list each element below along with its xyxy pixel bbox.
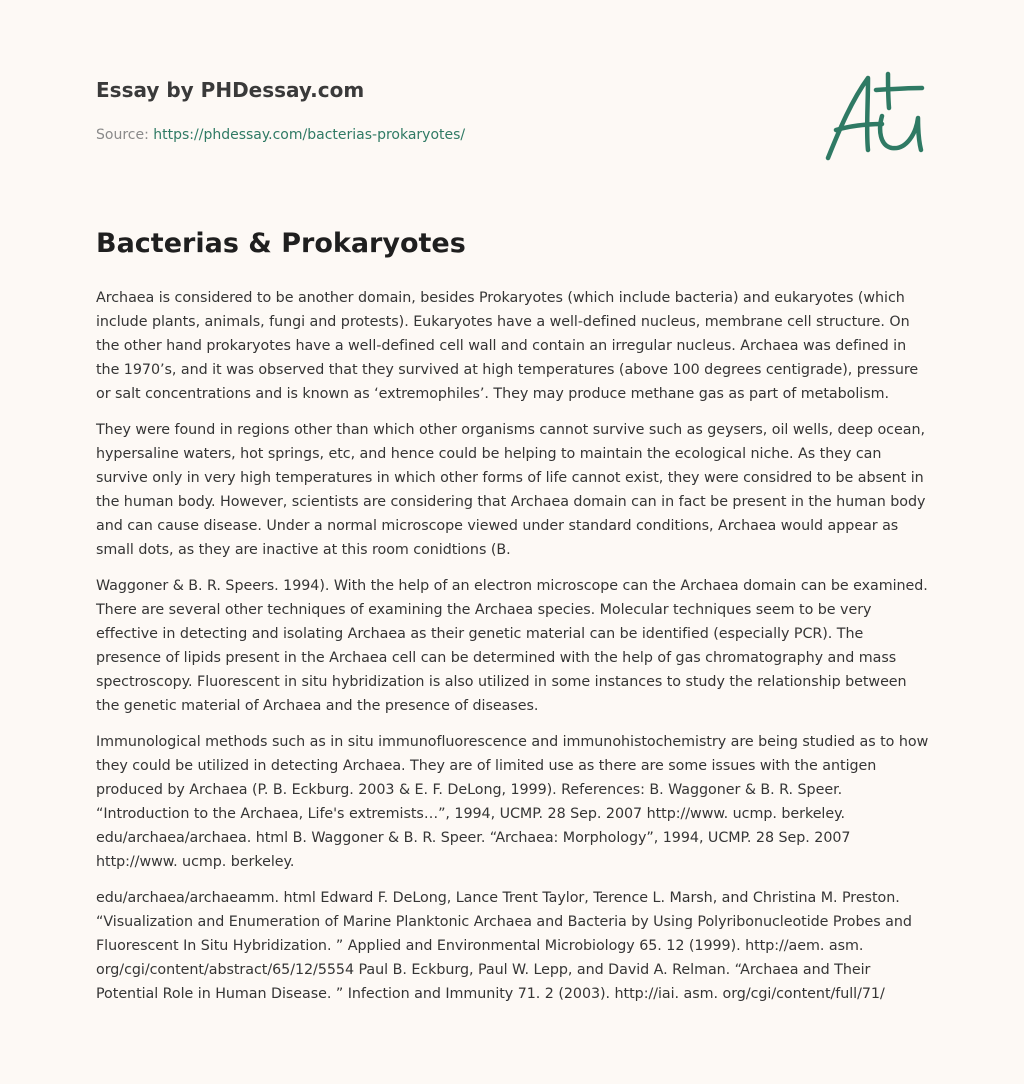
- essay-paragraph: edu/archaea/archaeamm. html Edward F. DeLong, Lance Trent Taylor, Terence L. Marsh, and Christina M. Preston. “Visualization and Enumeration of Marine Planktonic Archaea and Bacteria by Using Polyribonucleotide Probes and Fluorescent In Situ Hybridization. ” Applied and Environmental Microbiology 65. 12 (1999). http://aem. asm. org/cgi/content/abstract/65/12/5554 Paul B. Eckburg, Paul W. Lepp, and David A. Relman. “Archaea and Their Potential Role in Human Disease. ” Infection and Immunity 71. 2 (2003). http://iai. asm. org/cgi/content/full/71/: [96, 890, 912, 1002]
- site-title: Essay by PHDessay.com: [96, 78, 365, 102]
- essay-paragraph: Waggoner & B. R. Speers. 1994). With the help of an electron microscope can the Archaea domain can be examined. There are several other techniques of examining the Archaea species. Molecular techniques seem to be very effective in detecting and isolating Archaea as their genetic material can be identified (especially PCR). The presence of lipids present in the Archaea cell can be determined with the help of gas chromatography and mass spectroscopy. Fluorescent in situ hybridization is also utilized in some instances to study the relationship between the genetic material of Archaea and the presence of diseases.: [96, 578, 928, 714]
- source-link[interactable]: https://phdessay.com/bacterias-prokaryotes/: [153, 127, 466, 143]
- essay-paragraph: Immunological methods such as in situ immunofluorescence and immunohistochemistry are being studied as to how they could be utilized in detecting Archaea. They are of limited use as there are some issues with the antigen produced by Archaea (P. B. Eckburg. 2003 & E. F. DeLong, 1999). References: B. Waggoner & B. R. Speer. “Introduction to the Archaea, Life's extremists…”, 1994, UCMP. 28 Sep. 2007 http://www. ucmp. berkeley. edu/archaea/archaea. html B. Waggoner & B. R. Speer. “Archaea: Morphology”, 1994, UCMP. 28 Sep. 2007 http://www. ucmp. berkeley.: [96, 734, 929, 870]
- essay-paragraph: They were found in regions other than which other organisms cannot survive such as geysers, oil wells, deep ocean, hypersaline waters, hot springs, etc, and hence could be helping to maintain the ecological niche. As they can survive only in very high temperatures in which other forms of life cannot exist, they were considred to be absent in the human body. However, scientists are considering that Archaea domain can in fact be present in the human body and can cause disease. Under a normal microscope viewed under standard conditions, Archaea would appear as small dots, as they are inactive at this room conidtions (B.: [96, 422, 926, 558]
- page-header: [96, 76, 796, 145]
- essay-paragraph: Archaea is considered to be another domain, besides Prokaryotes (which include bacteria) and eukaryotes (which include plants, animals, fungi and protests). Eukaryotes have a well-defined nucleus, membrane cell structure. On the other hand prokaryotes have a well-defined cell wall and contain an irregular nucleus. Archaea was defined in the 1970’s, and it was observed that they survived at high temperatures (above 100 degrees centigrade), pressure or salt concentrations and is known as ‘extremophiles’. They may produce methane gas as part of metabolism.: [96, 290, 919, 402]
- a-plus-logo-icon: [822, 66, 928, 166]
- essay-title: Bacterias & Prokaryotes: [96, 228, 466, 259]
- essay-body: [96, 286, 932, 1018]
- source-label: Source:: [96, 127, 149, 143]
- source-line: [96, 125, 796, 145]
